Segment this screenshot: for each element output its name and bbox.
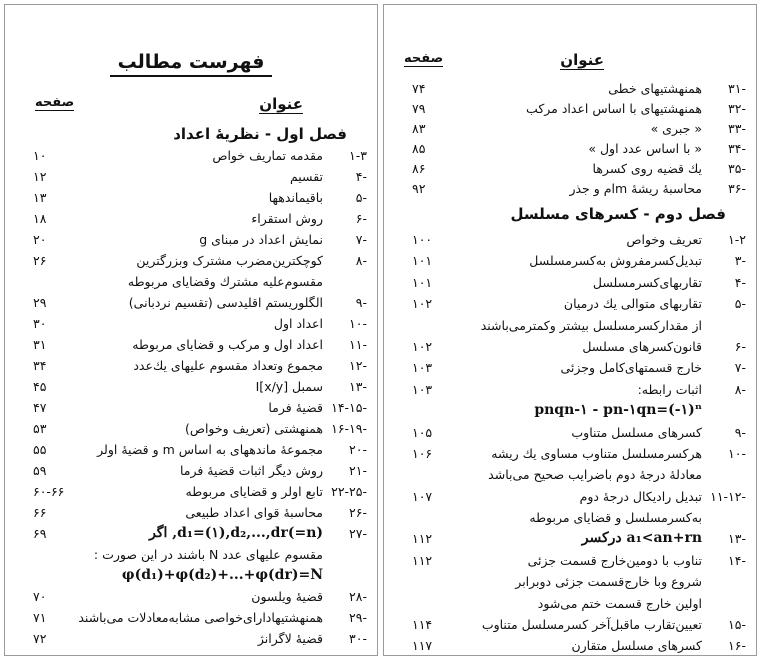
entry-title: تابع اولر و قضایای مربوطه <box>185 484 323 499</box>
entry-title: قضیهٔ فرما <box>268 400 323 415</box>
toc-entry <box>15 334 367 355</box>
toc-entry <box>15 187 367 208</box>
entry-title: کسرهای مسلسل متقارن <box>571 638 702 654</box>
entry-number: -۳۵ <box>728 161 746 176</box>
entry-page: ۸۳ <box>412 121 426 136</box>
entry-page: ۱۳ <box>33 190 47 205</box>
entry-page: ۷۴ <box>412 81 426 96</box>
entry-page: ۹۲ <box>412 181 426 196</box>
entry-number: -۴ <box>734 274 746 290</box>
entry-page: ۱۰ <box>33 148 47 163</box>
entry-title: شروع وبا خارج‌قسمت جزئی دوبرابر <box>515 574 702 590</box>
toc-entry <box>394 250 746 271</box>
entry-title: pnqn-۱ - pn-۱qn=(-۱)ⁿ <box>534 402 702 419</box>
entry-title: از مقدار‌کسرمسلسل بیشتر وکمترمی‌باشند <box>480 317 702 333</box>
entry-number: -۳۶ <box>728 181 746 196</box>
entry-title: اگر ,d₁=(۱),d₂,...,dr(=n) <box>149 525 323 541</box>
entry-page: ۱۰۷ <box>412 488 433 504</box>
entry-title: نمایش اعداد در مبنای g <box>199 232 323 247</box>
entry-page: ۲۶ <box>33 253 47 268</box>
entry-title: مقسوم علیهای عدد N باشند در این صورت : <box>93 547 323 562</box>
entry-page: ۴۵ <box>33 379 47 394</box>
entry-title: خارج قسمتهای‌کامل وجزئی <box>560 360 702 376</box>
entry-number: -۳۲ <box>728 101 746 116</box>
toc-title-container <box>5 51 377 73</box>
entry-title: به‌کسرمسلسل و قضایای مربوطه <box>529 510 702 526</box>
entry-title: قانون‌کسرهای مسلسل <box>582 338 702 354</box>
entry-title: محاسبهٔ ریشهٔ mام و جذر <box>569 181 702 196</box>
entry-title: قضیهٔ لاگرانژ <box>257 631 323 646</box>
entry-title: اعداد اول و مرکب و قضایای مربوطه <box>132 337 323 352</box>
toc-entry <box>394 357 746 378</box>
entry-title: « جبری » <box>650 121 702 136</box>
section-heading: فصل دوم - کسرهای مسلسل <box>510 205 726 223</box>
entry-page: ۷۲ <box>33 631 47 646</box>
toc-entry <box>394 528 746 549</box>
toc-entry <box>394 315 746 336</box>
toc-entry <box>394 119 746 139</box>
entry-title: تقاربهای متوالی یك درمیان <box>563 296 702 312</box>
entry-number: -۳۴ <box>728 141 746 156</box>
toc-entry <box>15 628 367 649</box>
toc-entry <box>394 79 746 99</box>
toc-entry <box>15 292 367 313</box>
toc-entry <box>15 313 367 334</box>
entry-number: -۱۰ <box>349 316 367 331</box>
toc-entry <box>394 229 746 250</box>
entry-page: ۱۱۴ <box>412 617 433 633</box>
toc-entry <box>15 586 367 607</box>
entry-number: -۹ <box>355 295 367 310</box>
toc-entry <box>15 502 367 523</box>
entry-number: -۶ <box>355 211 367 226</box>
entry-title: قضیهٔ ویلسون <box>251 589 323 604</box>
entry-number: -۶ <box>734 338 746 354</box>
right-page <box>383 4 757 656</box>
entry-number: -۳۰ <box>349 631 367 646</box>
entry-title: تقسیم <box>289 169 323 184</box>
toc-entry <box>15 145 367 166</box>
entry-title: « با اساس عدد اول » <box>588 141 702 156</box>
entry-title: مجموعهٔ ماندههای به اساس m و قضیهٔ اولر <box>97 442 323 457</box>
entry-page: ۳۰ <box>33 316 47 331</box>
entry-number: -۱۶ <box>728 638 746 654</box>
entry-title: کسرهای مسلسل متناوب <box>571 424 702 440</box>
toc-entry <box>15 481 367 502</box>
entry-number: -۱۱ <box>349 337 367 352</box>
toc-entry <box>394 507 746 528</box>
section-heading: فصل اول - نظریهٔ اعداد <box>173 125 347 143</box>
entry-title: مجموع وتعداد مقسوم علیهای یك‌عدد <box>133 358 323 373</box>
entry-number: ۱-۳ <box>349 148 367 163</box>
entry-page: ۶۹ <box>33 526 47 541</box>
entry-page: ۲۹ <box>33 295 47 310</box>
toc-entry <box>15 397 367 418</box>
entry-number: -۱۴-۱۵ <box>331 400 367 415</box>
toc-entry <box>394 571 746 592</box>
entry-page: ۱۰۳ <box>412 381 433 397</box>
entry-page: ۳۴ <box>33 358 47 373</box>
toc-entry <box>15 166 367 187</box>
entry-title: تناوب با دومین‌خارج قسمت جزئی <box>527 552 702 568</box>
toc-title: فهرست مطالب <box>110 51 273 77</box>
entry-number: -۸ <box>355 253 367 268</box>
toc-entry <box>394 293 746 314</box>
entry-page: ۸۵ <box>412 141 426 156</box>
entry-number: -۲۹ <box>349 610 367 625</box>
entry-number: ۱-۲ <box>728 232 746 247</box>
column-title-label: عنوان <box>259 95 303 113</box>
entry-title: تقاربهای‌کسرمسلسل <box>592 274 702 290</box>
entry-title: اعداد اول <box>273 316 323 331</box>
entry-number: -۲۲-۲۵ <box>331 484 367 499</box>
entry-title: تعیین‌تقارب ماقبل‌آخر کسرمسلسل متناوب <box>481 617 702 633</box>
entry-page: ۱۲ <box>33 169 47 184</box>
entry-page: ۷۱ <box>33 610 47 625</box>
entry-page: ۶۰-۶۶ <box>33 484 65 499</box>
entry-number: -۷ <box>355 232 367 247</box>
entry-page: ۱۰۵ <box>412 424 433 440</box>
entry-title: تعریف وخواص <box>626 232 702 247</box>
toc-entry <box>394 99 746 119</box>
toc-entry <box>394 593 746 614</box>
entry-page: ۱۰۱ <box>412 274 433 290</box>
right-entry-list-b <box>394 229 746 656</box>
toc-entry <box>15 523 367 544</box>
entry-title: روش دیگر اثبات قضیهٔ فرما <box>179 463 323 478</box>
toc-entry <box>394 443 746 464</box>
entry-number: -۳ <box>734 253 746 269</box>
entry-number: -۱۶-۱۹ <box>331 421 367 436</box>
entry-number: -۳۱ <box>728 81 746 96</box>
entry-title: هر‌کسرمسلسل متناوب مساوی یك ریشه <box>491 445 702 461</box>
entry-number: -۱۵ <box>728 617 746 633</box>
toc-entry <box>394 464 746 485</box>
entry-title: تبدیل رادیکال درجهٔ دوم <box>579 488 702 504</box>
entry-title: همنهشتی (تعریف وخواص) <box>184 421 323 436</box>
entry-title: φ(d₁)+φ(d₂)+...+φ(dr)=N <box>121 567 323 583</box>
entry-number: -۷ <box>734 360 746 376</box>
toc-entry <box>394 635 746 656</box>
entry-title: الگلوریستم اقلیدسی (تقسیم نردبانی) <box>128 295 323 310</box>
entry-number: -۱۲ <box>349 358 367 373</box>
toc-entry <box>15 439 367 460</box>
toc-entry <box>15 355 367 376</box>
toc-entry <box>394 159 746 179</box>
entry-page: ۵۵ <box>33 442 47 457</box>
entry-page: ۵۹ <box>33 463 47 478</box>
entry-number: -۲۰ <box>349 442 367 457</box>
toc-entry <box>394 139 746 159</box>
entry-page: ۵۳ <box>33 421 47 436</box>
entry-title: همنهشتیهای با اساس اعداد مرکب <box>526 101 702 116</box>
entry-title: درکسر a₁<an+rn <box>581 530 702 547</box>
entry-title: روش استقراء <box>251 211 323 226</box>
entry-page: ۱۱۲ <box>412 552 433 568</box>
entry-title: اثبات رابطه: <box>637 381 702 397</box>
entry-number: -۱۴ <box>728 552 746 568</box>
entry-page: ۱۱۷ <box>412 638 433 654</box>
entry-title: مقدمه تماریف خواص <box>212 148 323 163</box>
entry-page: ۱۰۲ <box>412 338 433 354</box>
entry-number: -۲۶ <box>349 505 367 520</box>
entry-number: -۱۳ <box>349 379 367 394</box>
entry-page: ۱۰۰ <box>412 232 433 247</box>
entry-page: ۷۹ <box>412 101 426 116</box>
entry-number: -۳۳ <box>728 121 746 136</box>
entry-number: -۹ <box>734 424 746 440</box>
toc-entry <box>15 607 367 628</box>
toc-entry <box>394 179 746 199</box>
toc-entry <box>15 544 367 565</box>
entry-number: -۵ <box>355 190 367 205</box>
column-title-label: عنوان <box>560 51 604 69</box>
entry-page: ۳۱ <box>33 337 47 352</box>
entry-page: ۱۰۶ <box>412 445 433 461</box>
entry-page: ۶۶ <box>33 505 47 520</box>
entry-title: همنهشتیهادارای‌خواصی مشابه‌معادلات می‌باشند <box>78 610 323 625</box>
left-page <box>4 4 378 656</box>
column-page-label: صفحه <box>35 95 75 110</box>
toc-entry <box>394 272 746 293</box>
column-page-label: صفحه <box>404 51 444 66</box>
toc-entry <box>15 250 367 271</box>
toc-entry <box>394 379 746 400</box>
toc-entry <box>15 208 367 229</box>
entry-number: -۱۰ <box>728 445 746 461</box>
entry-number: -۵ <box>734 296 746 312</box>
entry-page: ۸۶ <box>412 161 426 176</box>
entry-title: اولین خارج قسمت ختم می‌شود <box>537 595 702 611</box>
entry-page: ۷۰ <box>33 589 47 604</box>
entry-title: سمبل [I[x/y <box>255 379 323 394</box>
entry-page: ۱۱۲ <box>412 531 433 547</box>
entry-number: -۴ <box>355 169 367 184</box>
entry-number: -۱۳ <box>728 531 746 547</box>
entry-title: یك قضیه روی کسرها <box>592 161 702 176</box>
left-entry-list <box>15 145 367 649</box>
entry-number: -۲۱ <box>349 463 367 478</box>
entry-page: ۱۰۳ <box>412 360 433 376</box>
toc-entry <box>15 418 367 439</box>
entry-number: -۲۷ <box>349 526 367 541</box>
left-rows <box>15 123 367 649</box>
entry-number: -۲۸ <box>349 589 367 604</box>
toc-entry <box>394 422 746 443</box>
entry-page: ۴۷ <box>33 400 47 415</box>
entry-number: -۸ <box>734 381 746 397</box>
toc-entry <box>394 336 746 357</box>
toc-entry <box>394 550 746 571</box>
toc-entry <box>394 400 746 421</box>
right-rows <box>394 79 746 656</box>
entry-page: ۱۸ <box>33 211 47 226</box>
toc-entry <box>15 460 367 481</box>
entry-title: تبدیل‌کسرمفروش به‌کسرمسلسل <box>529 253 702 269</box>
entry-title: محاسبهٔ قوای اعداد طبیعی <box>185 505 323 520</box>
toc-entry <box>15 565 367 586</box>
toc-entry <box>15 376 367 397</box>
toc-entry <box>394 486 746 507</box>
toc-entry <box>15 271 367 292</box>
entry-title: باقیماندهها <box>268 190 323 205</box>
entry-number: -۱۱-۱۲ <box>710 488 746 504</box>
right-entry-list-a <box>394 79 746 199</box>
entry-title: مقسوم‌علیه مشترك وقضایای مربوطه <box>127 274 323 289</box>
entry-title: کوچکترین‌مضرب مشترک وبزرگترین <box>136 253 323 268</box>
entry-title: معادلهٔ درجهٔ دوم با‌ضرایب صحیح می‌باشد <box>488 467 702 483</box>
toc-entry <box>394 614 746 635</box>
toc-entry <box>15 229 367 250</box>
entry-title: همنهشتیهای خطی <box>608 81 702 96</box>
entry-page: ۱۰۱ <box>412 253 433 269</box>
entry-page: ۲۰ <box>33 232 47 247</box>
entry-page: ۱۰۲ <box>412 296 433 312</box>
